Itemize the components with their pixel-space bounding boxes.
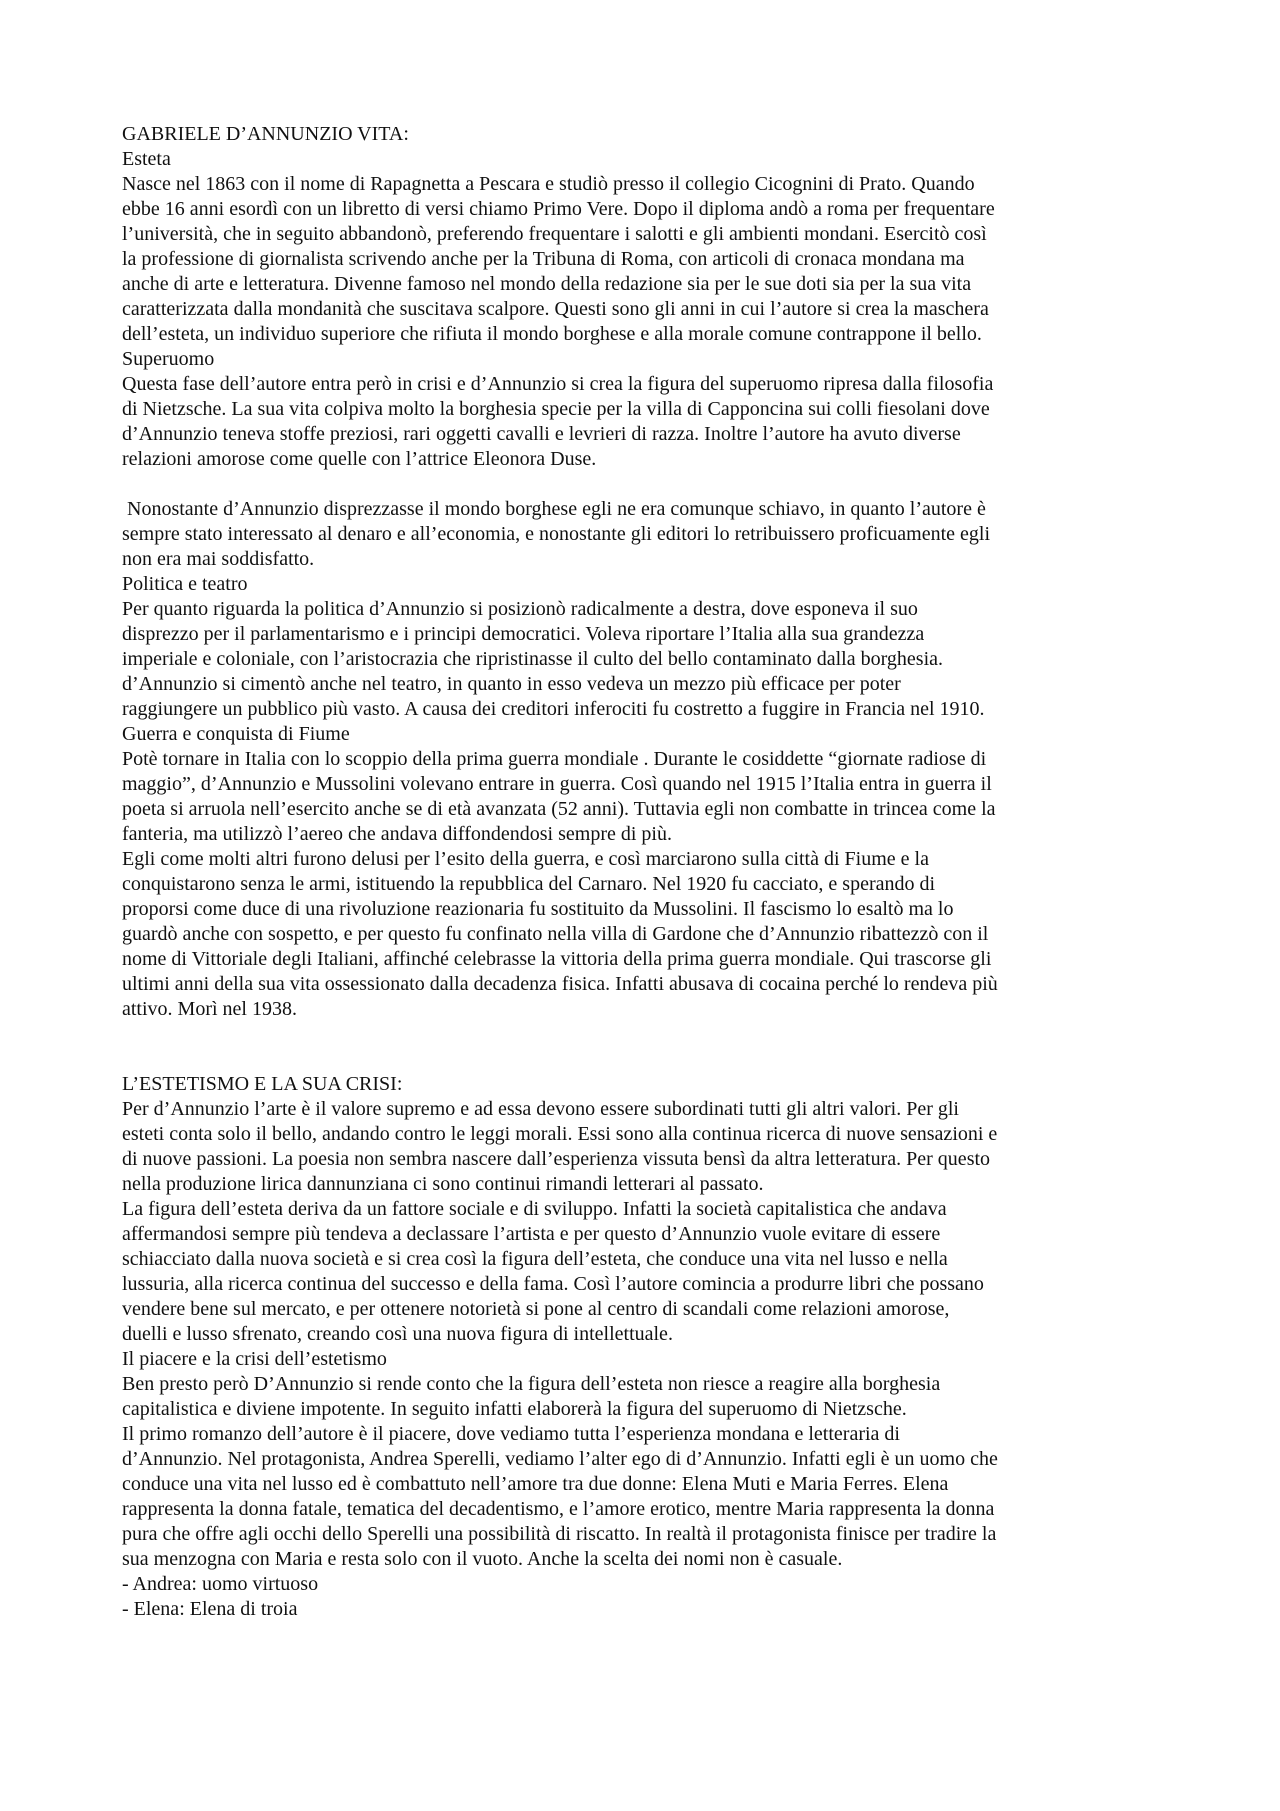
list-item: - Elena: Elena di troia <box>122 1598 298 1620</box>
paragraph-line: d’Annunzio teneva stoffe preziosi, rari oggetti cavalli e levrieri di razza. Inoltre l’autore ha avuto diverse <box>122 423 961 445</box>
paragraph-line: dell’esteta, un individuo superiore che rifiuta il mondo borghese e alla morale comune contrappone il bello. <box>122 323 982 345</box>
paragraph-line: Nasce nel 1863 con il nome di Rapagnetta a Pescara e studiò presso il collegio Cicognini di Prato. Quando <box>122 173 975 195</box>
paragraph-line: d’Annunzio si cimentò anche nel teatro, in quanto in esso vedeva un mezzo più efficace per poter <box>122 673 901 695</box>
paragraph-line: Nonostante d’Annunzio disprezzasse il mondo borghese egli ne era comunque schiavo, in quanto l’autore è <box>122 498 986 520</box>
paragraph-line: rappresenta la donna fatale, tematica del decadentismo, e l’amore erotico, mentre Maria rappresenta la donna <box>122 1498 995 1520</box>
paragraph-line: ebbe 16 anni esordì con un libretto di versi chiamo Primo Vere. Dopo il diploma andò a roma per frequentare <box>122 198 995 220</box>
section-spacer <box>122 1022 1182 1072</box>
paragraph-line: imperiale e coloniale, con l’aristocrazia che ripristinasse il culto del bello contaminato dalla borghesia. <box>122 648 943 670</box>
paragraph-line: Egli come molti altri furono delusi per l’esito della guerra, e così marciarono sulla città di Fiume e la <box>122 848 929 870</box>
paragraph-line: di Nietzsche. La sua vita colpiva molto la borghesia specie per la villa di Capponcina sui colli fiesolani dove <box>122 398 990 420</box>
paragraph-line: anche di arte e letteratura. Divenne famoso nel mondo della redazione sia per le sue doti sia per la sua vita <box>122 273 972 295</box>
section-heading-piacere: Il piacere e la crisi dell’estetismo <box>122 1348 387 1370</box>
paragraph-line: conduce una vita nel lusso ed è combattuto nell’amore tra due donne: Elena Muti e Maria Ferres. Elena <box>122 1473 949 1495</box>
list-item: - Andrea: uomo virtuoso <box>122 1573 319 1595</box>
section-heading-superuomo: Superuomo <box>122 348 215 370</box>
paragraph-line: pura che offre agli occhi dello Sperelli una possibilità di riscatto. In realtà il protagonista finisce per tradire la <box>122 1523 997 1545</box>
paragraph-line: ultimi anni della sua vita ossessionato dalla decadenza fisica. Infatti abusava di cocaina perché lo rendeva più <box>122 973 998 995</box>
paragraph-line: lussuria, alla ricerca continua del successo e della fama. Così l’autore comincia a produrre libri che possano <box>122 1273 984 1295</box>
paragraph-line: conquistarono senza le armi, istituendo la repubblica del Carnaro. Nel 1920 fu cacciato, e sperando di <box>122 873 936 895</box>
paragraph-line: duelli e lusso sfrenato, creando così una nuova figura di intellettuale. <box>122 1323 673 1345</box>
paragraph-line: d’Annunzio. Nel protagonista, Andrea Sperelli, vediamo l’alter ego di d’Annunzio. Infatti egli è un uomo che <box>122 1448 998 1470</box>
paragraph-line: relazioni amorose come quelle con l’attrice Eleonora Duse. <box>122 448 597 470</box>
paragraph-line: sua menzogna con Maria e resta solo con il vuoto. Anche la scelta dei nomi non è casuale. <box>122 1548 843 1570</box>
paragraph-line: La figura dell’esteta deriva da un fattore sociale e di sviluppo. Infatti la società capitalistica che andava <box>122 1198 947 1220</box>
document-title: GABRIELE D’ANNUNZIO VITA: <box>122 123 409 145</box>
paragraph-line: maggio”, d’Annunzio e Mussolini volevano entrare in guerra. Così quando nel 1915 l’Italia entra in guerra il <box>122 773 992 795</box>
paragraph-line: attivo. Morì nel 1938. <box>122 998 297 1020</box>
paragraph-line: di nuove passioni. La poesia non sembra nascere dall’esperienza vissuta bensì da altra letteratura. Per questo <box>122 1148 991 1170</box>
section-heading-esteta: Esteta <box>122 148 171 170</box>
paragraph-line: la professione di giornalista scrivendo anche per la Tribuna di Roma, con articoli di cronaca mondana ma <box>122 248 965 270</box>
paragraph-line: Per d’Annunzio l’arte è il valore supremo e ad essa devono essere subordinati tutti gli altri valori. Per gli <box>122 1098 959 1120</box>
document-page <box>122 122 1182 1622</box>
section-heading-guerra: Guerra e conquista di Fiume <box>122 723 350 745</box>
paragraph-spacer <box>122 472 1182 497</box>
paragraph-line: vendere bene sul mercato, e per ottenere notorietà si pone al centro di scandali come relazioni amorose, <box>122 1298 950 1320</box>
paragraph-line: Per quanto riguarda la politica d’Annunzio si posizionò radicalmente a destra, dove esponeva il suo <box>122 598 918 620</box>
paragraph-line: Il primo romanzo dell’autore è il piacere, dove vediamo tutta l’esperienza mondana e letteraria di <box>122 1423 900 1445</box>
paragraph-line: fanteria, ma utilizzò l’aereo che andava diffondendosi sempre di più. <box>122 823 672 845</box>
paragraph-line: disprezzo per il parlamentarismo e i principi democratici. Voleva riportare l’Italia alla sua grandezza <box>122 623 925 645</box>
paragraph-line: nome di Vittoriale degli Italiani, affinché celebrasse la vittoria della prima guerra mondiale. Qui trascorse gli <box>122 948 992 970</box>
section-heading-estetismo: L’ESTETISMO E LA SUA CRISI: <box>122 1073 403 1095</box>
paragraph-line: proporsi come duce di una rivoluzione reazionaria fu sostituito da Mussolini. Il fascismo lo esaltò ma lo <box>122 898 954 920</box>
paragraph-line: guardò anche con sospetto, e per questo fu confinato nella villa di Gardone che d’Annunzio ribattezzò con il <box>122 923 989 945</box>
paragraph-line: raggiungere un pubblico più vasto. A causa dei creditori inferociti fu costretto a fuggire in Francia nel 1910. <box>122 698 985 720</box>
paragraph-line: Ben presto però D’Annunzio si rende conto che la figura dell’esteta non riesce a reagire alla borghesia <box>122 1373 941 1395</box>
paragraph-line: caratterizzata dalla mondanità che suscitava scalpore. Questi sono gli anni in cui l’autore si crea la maschera <box>122 298 989 320</box>
paragraph-line: capitalistica e diviene impotente. In seguito infatti elaborerà la figura del superuomo di Nietzsche. <box>122 1398 907 1420</box>
paragraph-line: affermandosi sempre più tendeva a declassare l’artista e per questo d’Annunzio vuole evitare di essere <box>122 1223 941 1245</box>
paragraph-line: poeta si arruola nell’esercito anche se di età avanzata (52 anni). Tuttavia egli non combatte in trincea come la <box>122 798 996 820</box>
paragraph-line: l’università, che in seguito abbandonò, preferendo frequentare i salotti e gli ambienti mondani. Esercitò così <box>122 223 987 245</box>
paragraph-line: Potè tornare in Italia con lo scoppio della prima guerra mondiale . Durante le cosiddette “giornate radiose di <box>122 748 987 770</box>
paragraph-line: nella produzione lirica dannunziana ci sono continui rimandi letterari al passato. <box>122 1173 764 1195</box>
paragraph-line: schiacciato dalla nuova società e si crea così la figura dell’esteta, che conduce una vita nel lusso e nella <box>122 1248 948 1270</box>
paragraph-line: sempre stato interessato al denaro e all’economia, e nonostante gli editori lo retribuissero proficuamente egli <box>122 523 991 545</box>
section-heading-politica: Politica e teatro <box>122 573 248 595</box>
paragraph-line: non era mai soddisfatto. <box>122 548 315 570</box>
paragraph-line: Questa fase dell’autore entra però in crisi e d’Annunzio si crea la figura del superuomo ripresa dalla filosofia <box>122 373 994 395</box>
paragraph-line: esteti conta solo il bello, andando contro le leggi morali. Essi sono alla continua ricerca di nuove sensazioni e <box>122 1123 998 1145</box>
